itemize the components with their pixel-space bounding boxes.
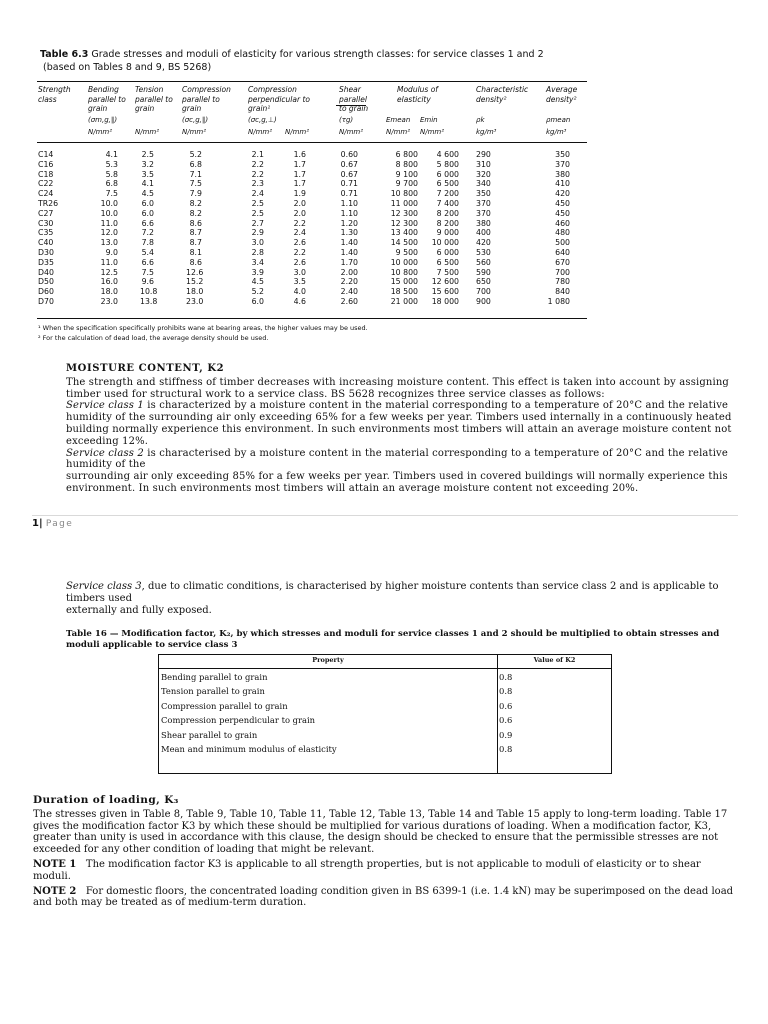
table-cell: 5.8 <box>105 169 118 179</box>
table-cell: C18 <box>38 169 54 179</box>
table-cell: 12 300 <box>390 208 418 218</box>
table-row <box>38 189 588 199</box>
symbol-compression-perpendicular: (σc,g,⊥) <box>248 116 277 124</box>
table-cell: 7.5 <box>141 267 154 277</box>
table-cell: 2.20 <box>340 277 358 287</box>
table-row <box>38 277 588 287</box>
table-cell: 2.2 <box>251 159 264 169</box>
table-cell: D50 <box>38 277 54 287</box>
table-16-property: Compression perpendicular to grain <box>161 715 316 725</box>
table-cell: 340 <box>476 179 491 189</box>
table-cell: 7 400 <box>436 198 459 208</box>
table-row <box>38 170 588 180</box>
table-16-property: Shear parallel to grain <box>161 730 258 740</box>
table-6-3-caption <box>40 48 600 74</box>
table-cell: 6.0 <box>251 296 264 306</box>
table-cell: 12.6 <box>186 267 204 277</box>
note-2-label: NOTE 2 <box>33 885 77 897</box>
table-6-3-label: Table 6.3 <box>40 49 89 60</box>
moisture-heading: MOISTURE CONTENT, K2 <box>66 363 225 374</box>
table-16-property: Tension parallel to grain <box>161 686 265 696</box>
table-cell: 2.6 <box>293 257 306 267</box>
service-class-3-paragraph <box>66 581 736 605</box>
table-cell: 7.9 <box>189 189 202 199</box>
table-cell: 4.5 <box>251 277 264 287</box>
symbol-compression-parallel: (σc,g,∥) <box>182 116 209 124</box>
table-cell: 560 <box>476 257 491 267</box>
table-cell: D70 <box>38 296 54 306</box>
table-cell: C24 <box>38 189 54 199</box>
header-tension: Tension parallel to grain <box>135 85 173 113</box>
table-cell: 5.4 <box>141 247 154 257</box>
table-16-column-divider <box>497 655 498 773</box>
table-cell: 1.6 <box>293 150 306 159</box>
symbol-rho-k: ρk <box>476 116 485 124</box>
table-row <box>38 268 588 278</box>
table-cell: 12 600 <box>431 277 459 287</box>
table-row <box>38 219 588 229</box>
table-cell: 7.1 <box>189 169 202 179</box>
table-cell: 11.0 <box>100 257 118 267</box>
symbol-shear: (τg) <box>339 116 354 124</box>
table-cell: 7 500 <box>436 267 459 277</box>
header-modulus: Modulus of elasticity <box>397 85 438 104</box>
table-cell: 9 700 <box>395 179 418 189</box>
table-cell: 8.1 <box>189 247 202 257</box>
table-16-value: 0.8 <box>499 686 513 696</box>
table-cell: 6.8 <box>189 159 202 169</box>
table-cell: 2.4 <box>293 228 306 238</box>
table-cell: 13.8 <box>140 296 158 306</box>
table-cell: 4.6 <box>293 296 306 306</box>
table-cell: 7.2 <box>141 228 154 238</box>
table-cell: 8 800 <box>395 159 418 169</box>
table-cell: 650 <box>476 277 491 287</box>
table-cell: 6 000 <box>436 169 459 179</box>
table-6-3-source: (based on Tables 8 and 9, BS 5268) <box>43 62 212 73</box>
table-row <box>38 297 588 307</box>
table-cell: 380 <box>476 218 491 228</box>
service-class-3-text: , due to climatic conditions, is characterised by higher moisture contents than service class 2 and is applicable to timbers used <box>66 581 719 604</box>
table-16-caption: Table 16 — Modification factor, K₂, by which stresses and moduli for service classes 1 and 2 should be multiplied to obtain stresses and moduli applicable to service class 3 <box>66 629 720 650</box>
table-row <box>38 160 588 170</box>
table-6-3-header-rule <box>37 142 587 143</box>
table-cell: 6 500 <box>436 257 459 267</box>
table-cell: 9 000 <box>436 228 459 238</box>
table-cell: 5.2 <box>189 150 202 159</box>
table-cell: 4.5 <box>141 189 154 199</box>
table-cell: 6.0 <box>141 198 154 208</box>
table-cell: 8.2 <box>189 208 202 218</box>
table-cell: 7.5 <box>105 189 118 199</box>
table-cell: 2.2 <box>293 247 306 257</box>
table-cell: 0.71 <box>340 179 358 189</box>
service-class-2-label: Service class 2 <box>66 447 144 459</box>
page-footer <box>32 518 73 529</box>
table-cell: 290 <box>476 150 491 159</box>
table-cell: 8.7 <box>189 238 202 248</box>
table-cell: 18 000 <box>431 296 459 306</box>
table-cell: 450 <box>555 208 570 218</box>
table-16-property: Compression parallel to grain <box>161 701 288 711</box>
moisture-section <box>66 363 736 495</box>
moisture-intro: The strength and stiffness of timber decreases with increasing moisture content. This effect is taken into account by assigning timber used for structural work to a service class. BS 5628 recognizes three service classes as follows: <box>66 376 729 400</box>
table-cell: 10.0 <box>100 198 118 208</box>
table-row <box>38 150 588 160</box>
table-cell: C40 <box>38 238 54 248</box>
table-cell: 10 800 <box>390 189 418 199</box>
unit-e-min: N/mm² <box>420 128 445 136</box>
table-cell: 18.0 <box>186 287 204 297</box>
table-cell: 1.40 <box>340 238 358 248</box>
note-1-text: The modification factor K3 is applicable to all strength properties, but is not applicable to moduli of elasticity or to shear moduli. <box>33 858 701 882</box>
table-cell: 16.0 <box>100 277 118 287</box>
table-cell: 2.0 <box>293 208 306 218</box>
table-cell: 420 <box>555 189 570 199</box>
table-cell: 7 200 <box>436 189 459 199</box>
table-16-header-rule <box>159 668 611 669</box>
table-row <box>38 287 588 297</box>
table-cell: D40 <box>38 267 54 277</box>
service-class-2-paragraph <box>66 448 736 472</box>
header-average-density: Average density² <box>546 85 578 104</box>
table-cell: 2.8 <box>251 247 264 257</box>
table-16-property: Mean and minimum modulus of elasticity <box>161 744 337 754</box>
service-class-3-section <box>66 581 736 616</box>
table-cell: 450 <box>555 198 570 208</box>
table-cell: 590 <box>476 267 491 277</box>
table-cell: 900 <box>476 296 491 306</box>
header-compression-parallel: Compression parallel to grain <box>182 85 231 113</box>
table-16-header-property: Property <box>312 656 344 664</box>
table-cell: 9.0 <box>105 247 118 257</box>
table-cell: 2.1 <box>251 150 264 159</box>
table-cell: 530 <box>476 247 491 257</box>
table-16-value: 0.9 <box>499 730 513 740</box>
table-cell: 0.71 <box>340 189 358 199</box>
note-2 <box>33 886 738 910</box>
service-class-2-text: is characterised by a moisture content in the material corresponding to a temperature of 20°C and the relative humidity of the <box>66 447 728 471</box>
table-cell: 3.0 <box>293 267 306 277</box>
table-cell: 8.6 <box>189 218 202 228</box>
table-cell: 12 300 <box>390 218 418 228</box>
table-cell: 1.7 <box>293 159 306 169</box>
table-cell: 4.1 <box>105 150 118 159</box>
table-cell: 350 <box>476 189 491 199</box>
table-cell: 9 500 <box>395 247 418 257</box>
table-cell: 8 200 <box>436 208 459 218</box>
table-row <box>38 258 588 268</box>
table-cell: 3.5 <box>293 277 306 287</box>
table-cell: 2.00 <box>340 267 358 277</box>
unit-tension: N/mm² <box>135 128 160 136</box>
table-cell: 320 <box>476 169 491 179</box>
header-strength-class: Strength class <box>38 85 71 104</box>
table-cell: 18.0 <box>100 287 118 297</box>
table-cell: 9 100 <box>395 169 418 179</box>
unit-average-density: kg/m³ <box>546 128 567 136</box>
table-cell: 500 <box>555 238 570 248</box>
table-cell: 3.4 <box>251 257 264 267</box>
table-6-3-top-rule <box>37 81 587 82</box>
table-cell: 10 000 <box>390 257 418 267</box>
table-cell: 1.40 <box>340 247 358 257</box>
table-cell: 5.2 <box>251 287 264 297</box>
table-16 <box>158 654 612 774</box>
table-cell: 1.30 <box>340 228 358 238</box>
unit-shear: N/mm² <box>339 128 364 136</box>
unit-compression-perpendicular-2: N/mm² <box>285 128 310 136</box>
table-cell: 3.0 <box>251 238 264 248</box>
table-6-3-body <box>38 150 588 307</box>
table-cell: 8.6 <box>189 257 202 267</box>
table-cell: 2.9 <box>251 228 264 238</box>
header-bending: Bending parallel to grain <box>88 85 126 113</box>
table-16-value: 0.8 <box>499 744 513 754</box>
table-cell: 480 <box>555 228 570 238</box>
unit-characteristic-density: kg/m³ <box>476 128 497 136</box>
table-cell: 670 <box>555 257 570 267</box>
table-cell: 4 600 <box>436 150 459 159</box>
table-cell: 350 <box>555 150 570 159</box>
service-class-3-continued: externally and fully exposed. <box>66 604 212 616</box>
table-cell: 13 400 <box>390 228 418 238</box>
table-cell: 2.2 <box>293 218 306 228</box>
table-cell: 700 <box>555 267 570 277</box>
table-cell: 14 500 <box>390 238 418 248</box>
table-cell: 11 000 <box>390 198 418 208</box>
table-cell: 10.8 <box>140 287 158 297</box>
table-cell: 1 080 <box>547 296 570 306</box>
service-class-2-continued: surrounding air only exceeding 85% for a few weeks per year. Timbers used in covered buildings will normally experience this environment. In such environments most timbers will attain an average moisture content not exceeding 20%. <box>66 471 728 494</box>
table-cell: 6.8 <box>105 179 118 189</box>
table-cell: 8.7 <box>189 228 202 238</box>
unit-bending: N/mm² <box>88 128 113 136</box>
header-compression-perpendicular: Compression perpendicular to grain¹ <box>248 85 310 113</box>
table-cell: 5.3 <box>105 159 118 169</box>
table-cell: 2.7 <box>251 218 264 228</box>
service-class-3-label: Service class 3 <box>66 581 142 592</box>
table-cell: 380 <box>555 169 570 179</box>
table-cell: 310 <box>476 159 491 169</box>
unit-compression-perpendicular-1: N/mm² <box>248 128 273 136</box>
table-cell: 2.6 <box>293 238 306 248</box>
table-cell: 6.6 <box>141 218 154 228</box>
table-cell: 12.5 <box>100 267 118 277</box>
table-cell: 18 500 <box>390 287 418 297</box>
table-cell: 2.40 <box>340 287 358 297</box>
table-cell: D60 <box>38 287 54 297</box>
table-6-3-footnote-2: ² For the calculation of dead load, the average density should be used. <box>38 334 269 342</box>
table-cell: 1.70 <box>340 257 358 267</box>
table-cell: 7.5 <box>189 179 202 189</box>
unit-compression-parallel: N/mm² <box>182 128 207 136</box>
table-cell: 4.1 <box>141 179 154 189</box>
table-cell: 6 000 <box>436 247 459 257</box>
duration-heading: Duration of loading, K₃ <box>33 794 179 806</box>
table-cell: 5 800 <box>436 159 459 169</box>
symbol-bending: (σm,g,∥) <box>88 116 118 124</box>
table-cell: 1.7 <box>293 179 306 189</box>
table-cell: 10 000 <box>431 238 459 248</box>
note-1-label: NOTE 1 <box>33 858 77 870</box>
unit-e-mean: N/mm² <box>386 128 411 136</box>
table-cell: 11.0 <box>100 218 118 228</box>
table-cell: 400 <box>476 228 491 238</box>
table-cell: D35 <box>38 257 54 267</box>
table-cell: 7.8 <box>141 238 154 248</box>
table-cell: C22 <box>38 179 54 189</box>
table-row <box>38 228 588 238</box>
table-cell: 10.0 <box>100 208 118 218</box>
table-cell: 2.60 <box>340 296 358 306</box>
table-cell: 700 <box>476 287 491 297</box>
symbol-rho-mean: ρmean <box>546 116 571 124</box>
table-cell: C27 <box>38 208 54 218</box>
table-cell: 3.2 <box>141 159 154 169</box>
note-1 <box>33 859 738 883</box>
table-cell: 15 600 <box>431 287 459 297</box>
table-6-3-title: Grade stresses and moduli of elasticity for various strength classes: for service classes 1 and 2 <box>91 49 544 60</box>
table-cell: 4.0 <box>293 287 306 297</box>
table-cell: 420 <box>476 238 491 248</box>
table-row <box>38 209 588 219</box>
table-cell: 460 <box>555 218 570 228</box>
table-cell: 1.9 <box>293 189 306 199</box>
table-cell: 640 <box>555 247 570 257</box>
header-characteristic-density: Characteristic density² <box>476 85 529 104</box>
table-cell: 8.2 <box>189 198 202 208</box>
page-separator <box>32 515 738 516</box>
table-cell: 0.67 <box>340 159 358 169</box>
table-cell: 1.7 <box>293 169 306 179</box>
table-cell: C35 <box>38 228 54 238</box>
page-label: Page <box>45 519 74 529</box>
table-cell: 410 <box>555 179 570 189</box>
table-cell: 0.67 <box>340 169 358 179</box>
table-16-property: Bending parallel to grain <box>161 672 268 682</box>
table-cell: 2.3 <box>251 179 264 189</box>
table-cell: 0.60 <box>340 150 358 159</box>
table-cell: 2.0 <box>293 198 306 208</box>
table-cell: C16 <box>38 159 54 169</box>
table-row <box>38 238 588 248</box>
table-cell: 15 000 <box>390 277 418 287</box>
table-cell: 2.5 <box>251 198 264 208</box>
table-cell: 1.20 <box>340 218 358 228</box>
service-class-1-label: Service class 1 <box>66 400 144 412</box>
table-row <box>38 179 588 189</box>
table-row <box>38 199 588 209</box>
table-cell: 370 <box>555 159 570 169</box>
table-cell: 6.6 <box>141 257 154 267</box>
table-cell: 9.6 <box>141 277 154 287</box>
table-16-value: 0.6 <box>499 715 513 725</box>
table-cell: 3.9 <box>251 267 264 277</box>
table-cell: 6.0 <box>141 208 154 218</box>
service-class-1-paragraph <box>66 400 736 447</box>
table-cell: 13.0 <box>100 238 118 248</box>
table-cell: 2.5 <box>251 208 264 218</box>
table-cell: 2.2 <box>251 169 264 179</box>
table-cell: 21 000 <box>390 296 418 306</box>
symbol-e-min: Emin <box>420 116 438 124</box>
table-cell: 12.0 <box>100 228 118 238</box>
table-cell: 10 800 <box>390 267 418 277</box>
note-2-text: For domestic floors, the concentrated loading condition given in BS 6399-1 (i.e. 1.4 kN) may be superimposed on the dead load and both may be treated as of medium-term duration. <box>33 885 734 909</box>
table-cell: 370 <box>476 208 491 218</box>
table-6-3-bottom-rule <box>37 318 587 319</box>
table-cell: 2.5 <box>141 150 154 159</box>
table-cell: 23.0 <box>100 296 118 306</box>
table-cell: 1.10 <box>340 198 358 208</box>
table-cell: 3.5 <box>141 169 154 179</box>
table-16-value: 0.6 <box>499 701 513 711</box>
table-cell: 2.4 <box>251 189 264 199</box>
table-cell: 15.2 <box>186 277 204 287</box>
page-footer-bar: | <box>38 518 43 529</box>
table-row <box>38 248 588 258</box>
symbol-e-mean: Emean <box>386 116 411 124</box>
table-cell: 780 <box>555 277 570 287</box>
table-cell: 23.0 <box>186 296 204 306</box>
table-cell: C14 <box>38 150 54 159</box>
page-number: 1 <box>32 518 39 529</box>
service-class-1-text: is characterized by a moisture content in the material corresponding to a temperature of 20°C and the relative humidity of the surrounding air only exceeding 65% for a few weeks per year. Timbers used internally in a continuously heated building normally experience this environment. In such environments most timbers will attain an average moisture content not exceeding 12%. <box>66 400 732 447</box>
table-cell: 8 200 <box>436 218 459 228</box>
duration-body: The stresses given in Table 8, Table 9, Table 10, Table 11, Table 12, Table 13, Table 14 and Table 15 apply to long-term loading. Table 17 gives the modification factor K3 by which these should be multiplied for various durations of loading. When a modification factor, K3, greater than unity is used in accordance with this clause, the design should be checked to ensure that the permissible stresses are not exceeded for any other condition of loading that might be relevant. <box>33 808 728 856</box>
table-cell: TR26 <box>38 198 59 208</box>
table-cell: 1.10 <box>340 208 358 218</box>
table-cell: 6 800 <box>395 150 418 159</box>
duration-section <box>33 795 738 909</box>
table-cell: 6 500 <box>436 179 459 189</box>
table-16-header-value: Value of K2 <box>533 656 576 664</box>
table-cell: 370 <box>476 198 491 208</box>
table-cell: D30 <box>38 247 54 257</box>
table-6-3-footnote-1: ¹ When the specification specifically prohibits wane at bearing areas, the higher values may be used. <box>38 324 368 332</box>
table-cell: 840 <box>555 287 570 297</box>
header-shear: Shear parallel to grain <box>339 85 369 113</box>
table-16-value: 0.8 <box>499 672 513 682</box>
table-cell: C30 <box>38 218 54 228</box>
